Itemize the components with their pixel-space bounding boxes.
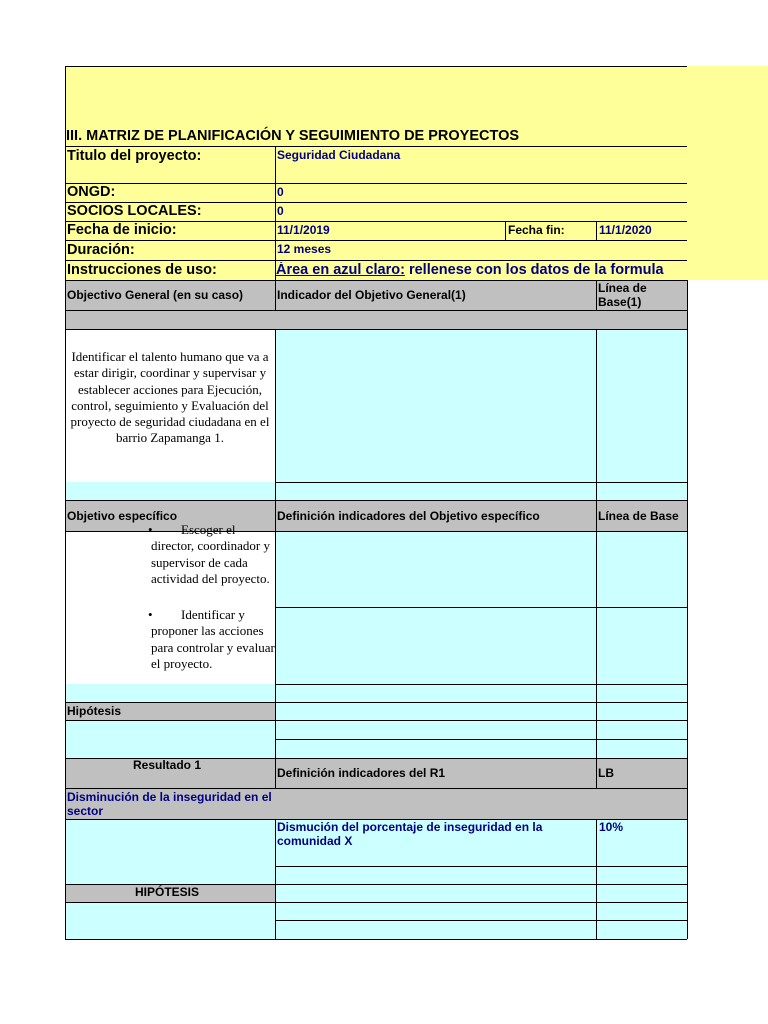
rule <box>596 500 597 702</box>
rule <box>65 788 687 789</box>
oe-col3-header: Línea de Base <box>598 509 679 523</box>
instrucciones-area: Área en azul claro: <box>276 262 405 278</box>
r1-col2-header: Definición indicadores del R1 <box>277 766 446 780</box>
rule <box>65 66 687 67</box>
hipotesis-label: Hipótesis <box>67 704 122 718</box>
rule <box>275 280 276 310</box>
rule <box>65 280 687 281</box>
page-title: III. MATRIZ DE PLANIFICACIÓN Y SEGUIMIENTO DE PROYECTOS <box>66 128 520 144</box>
rule <box>65 329 687 330</box>
og-spacer-row <box>65 482 687 500</box>
og-text: Identificar el talento humano que va a estar dirigir, coordinar y supervisar y establecer acciones para Ejecución, control, seguimiento y Evaluación del proyecto de seguridad ciudadana en el barrio Zapamanga 1. <box>70 349 270 446</box>
bullet-icon: • <box>148 607 153 622</box>
og-col2-header: Indicador del Objetivo General(1) <box>277 288 466 302</box>
rule <box>65 902 687 903</box>
rule <box>275 146 276 280</box>
rule <box>275 819 276 884</box>
socios-value[interactable]: 0 <box>277 204 284 218</box>
fecha-inicio-label: Fecha de inicio: <box>67 222 177 238</box>
rule <box>65 939 687 940</box>
r1-indicator[interactable]: Dismución del porcentaje de inseguridad en la comunidad X <box>277 820 543 848</box>
rule <box>596 702 597 758</box>
fecha-fin-value[interactable]: 11/1/2020 <box>599 223 652 237</box>
hipotesis2-label: HIPÓTESIS <box>135 885 200 899</box>
hipotesis2-row-1[interactable] <box>275 884 687 902</box>
rule <box>275 920 687 921</box>
rule <box>687 884 688 939</box>
rule <box>275 329 276 500</box>
rule <box>596 329 597 500</box>
r1-lb-value[interactable]: 10% <box>599 820 624 834</box>
titulo-value[interactable]: Seguridad Ciudadana <box>277 148 401 162</box>
rule <box>65 260 687 261</box>
og-col3-header: Línea de Base(1) <box>598 281 647 309</box>
rule <box>275 607 687 608</box>
r1-col3-header: LB <box>598 766 614 780</box>
rule <box>65 146 687 147</box>
instrucciones-detail: rellenese con los datos de la formula <box>408 262 664 278</box>
ongd-label: ONGD: <box>67 184 116 200</box>
rule <box>596 884 597 939</box>
og-baseline-cell[interactable] <box>597 329 687 482</box>
oe-item-2 <box>148 607 275 672</box>
rule <box>596 819 597 884</box>
rule <box>65 720 687 721</box>
oe-item-2-text: Identificar y proponer las acciones para controlar y evaluar el proyecto. <box>151 607 275 671</box>
r1-col1-header: Resultado 1 <box>133 758 202 772</box>
oe-col2-header: Definición indicadores del Objetivo específico <box>277 509 540 523</box>
rule <box>65 240 687 241</box>
oe-item-1 <box>148 522 275 587</box>
bullet-icon: • <box>148 522 153 537</box>
rule <box>596 221 597 240</box>
r1-title: Disminución de la inseguridad en el sector <box>67 790 272 818</box>
duracion-label: Duración: <box>67 242 135 258</box>
titulo-label: Titulo del proyecto: <box>67 148 202 164</box>
fecha-inicio-value[interactable]: 11/1/2019 <box>277 223 330 237</box>
rule <box>275 884 276 939</box>
fecha-fin-label: Fecha fin: <box>508 223 565 237</box>
header-block-overflow <box>687 66 768 280</box>
ongd-value[interactable]: 0 <box>277 185 284 199</box>
rule <box>65 183 687 184</box>
rule <box>275 702 276 758</box>
og-indicator-cell[interactable] <box>275 329 597 482</box>
rule <box>275 739 687 740</box>
rule <box>687 702 688 758</box>
og-gray-band <box>65 310 687 329</box>
rule <box>275 684 687 685</box>
rule <box>275 866 687 867</box>
rule <box>65 310 687 311</box>
rule <box>687 500 688 702</box>
rule <box>687 280 688 500</box>
rule <box>65 500 687 501</box>
og-col1-header: Objectivo General (en su caso) <box>67 288 244 302</box>
rule <box>65 702 687 703</box>
instrucciones-text <box>276 262 687 278</box>
oe-item-1-text: Escoger el director, coordinador y supervisor de cada actividad del proyecto. <box>151 522 270 586</box>
rule <box>505 221 506 240</box>
socios-label: SOCIOS LOCALES: <box>67 203 202 219</box>
rule <box>275 758 276 788</box>
instrucciones-label: Instrucciones de uso: <box>67 262 217 278</box>
rule <box>275 500 276 702</box>
rule <box>596 758 597 788</box>
oe-col1-header: Objetivo específico <box>67 509 178 523</box>
border-left <box>65 66 66 939</box>
rule <box>596 280 597 310</box>
rule <box>275 482 687 483</box>
oe-spacer-row <box>65 684 687 702</box>
header-block <box>65 66 687 280</box>
rule <box>687 758 688 884</box>
hipotesis-row-1[interactable] <box>275 702 687 720</box>
duracion-value[interactable]: 12 meses <box>277 242 332 256</box>
